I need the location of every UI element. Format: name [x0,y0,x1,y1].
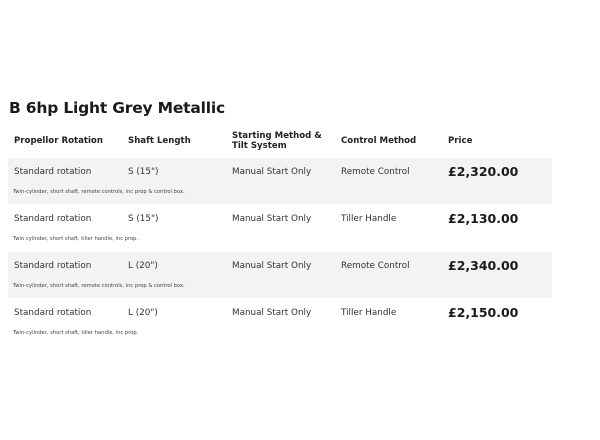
row-description: Twin-cylinder, short shaft, tiller handle, inc prop. [13,330,139,336]
control-method-cell: Remote Control [341,167,410,177]
starting-method-cell: Manual Start Only [232,214,312,224]
shaft-length-cell: S (15") [128,214,159,224]
table-row[interactable] [8,205,552,251]
header-starting-method: Starting Method & Tilt System [232,131,322,151]
shaft-length-cell: S (15") [128,167,159,177]
shaft-length-cell: L (20") [128,261,158,271]
starting-method-cell: Manual Start Only [232,167,312,177]
price-cell: £2,320.00 [448,164,519,179]
control-method-cell: Remote Control [341,261,410,271]
price-cell: £2,340.00 [448,258,519,273]
starting-method-cell: Manual Start Only [232,261,312,271]
header-propellor-rotation: Propellor Rotation [14,136,103,146]
propellor-rotation-cell: Standard rotation [14,214,92,224]
shaft-length-cell: L (20") [128,308,158,318]
row-description: Twin-cylinder, short shaft, remote controls, inc prop & control box. [13,189,185,195]
header-shaft-length: Shaft Length [128,136,191,146]
propellor-rotation-cell: Standard rotation [14,308,92,318]
header-price: Price [448,136,473,146]
table-header [0,126,560,156]
product-title: B 6hp Light Grey Metallic [9,99,225,117]
price-cell: £2,150.00 [448,305,519,320]
price-cell: £2,130.00 [448,211,519,226]
row-description: Twin-cylinder, short shaft, remote controls, inc prop & control box. [13,283,185,289]
row-description: Twin cylinder, short shaft, tiller handle, inc prop. [13,236,139,242]
starting-method-cell: Manual Start Only [232,308,312,318]
header-control-method: Control Method [341,136,417,146]
control-method-cell: Tiller Handle [341,308,397,318]
propellor-rotation-cell: Standard rotation [14,261,92,271]
propellor-rotation-cell: Standard rotation [14,167,92,177]
table-row[interactable] [8,299,552,345]
control-method-cell: Tiller Handle [341,214,397,224]
table-row[interactable] [8,158,552,204]
table-row[interactable] [8,252,552,298]
